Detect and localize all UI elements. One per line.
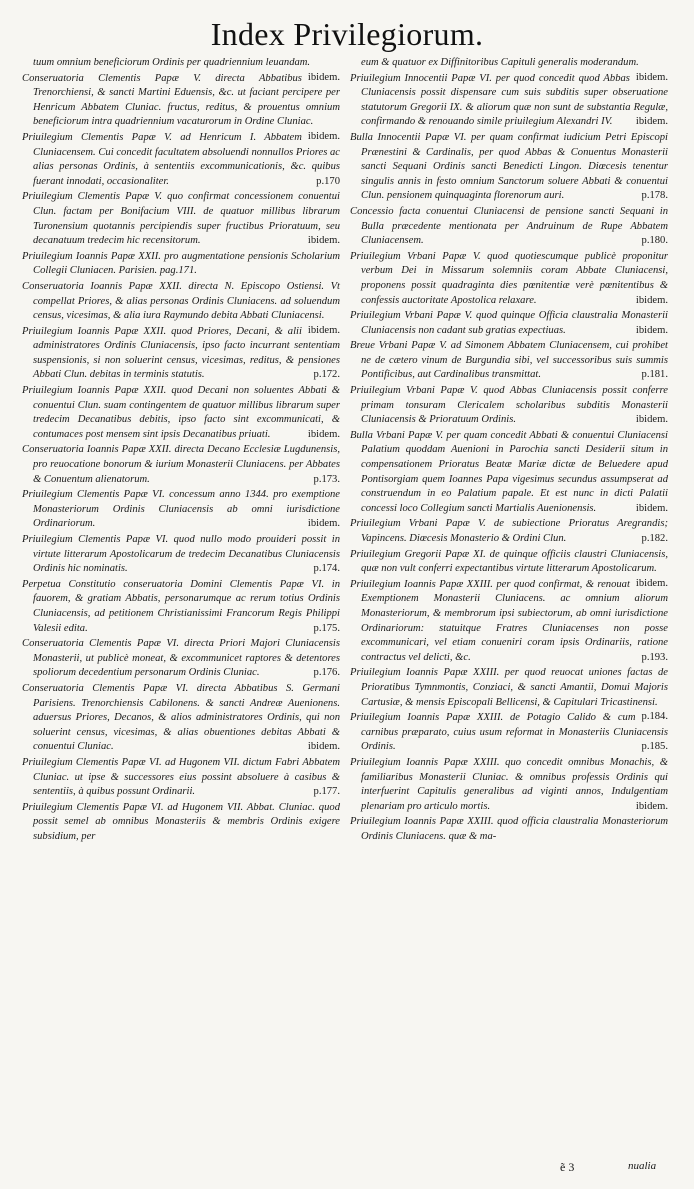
entry-text: Priuilegium Clementis Papæ VI. ad Hugonem VII. dictum Fabri Abbatem Cluniac. ut ipse & successores eius possint absoluere à casibus & sententiis, à quibus possunt Ordinarii. [22,756,340,798]
page-reference: p.176. [313,667,340,679]
page-reference: ibidem. [307,518,340,530]
entry-text: Priuilegium Ioannis Papæ XXII. quod Priores, Decani, & alii administratores Ordinis Cluniacensis, ipso facto incurrant sententiam suspensionis, si non soluerint census, vicesimas, reditus, & pensiones Abbati Clun. debitas in terminis statutis. [22,325,340,381]
index-entry [22,384,340,442]
page-reference: ibidem. [307,235,340,247]
page-reference: ibidem. [635,116,668,128]
page-reference: ibidem. [635,414,668,426]
signature-mark: ẽ 3 [560,1160,575,1174]
entry-text: Breue Vrbani Papæ V. ad Simonem Abbatem Cluniacensem, cui prohibet ne de cætero vinum de Burgundia sibi, vel successoribus suis summis Pontificibus, aut Cardinalibus transmittat. [350,340,668,381]
index-entry [22,756,340,800]
page-reference: ibidem. [307,741,340,753]
index-entry [350,309,668,338]
entry-text: Priuilegium Vrbani Papæ V. quod quotiescumque publicè proponitur verbum Dei in Missarum solemniis coram Abbate Cluniacensi, proponens possit quadraginta dies pœnitentiæ verè pœnitentibus & confessis auctoritate Apostolica relaxare. [350,250,668,306]
entry-text: Priuilegium Ioannis Papæ XXIII. de Potagio Calido & cum carnibus præparato, cuius usum reformat in Monasteriis Cluniacensis Ordinis. [350,712,668,753]
page-reference: ibidem. [635,502,668,514]
entry-text: tuum omnium beneficiorum Ordinis per quadriennium leuandam. [33,57,311,68]
entry-text: Priuilegium Innocentii Papæ VI. per quod concedit quod Abbas Cluniacensis possit dispensare cum suis subditis super obseruatione statutorum Gregorii IX. & aliorum quæ non sunt de substantia Regulæ, confirmando & renouando simile priuilegium Alexandri IV. [350,72,668,128]
index-entry [350,666,668,723]
entry-text: Priuilegium Clementis Papæ V. ad Henricum I. Abbatem Cluniacensem. Cui concedit facultatem absoluendi nonnullos Priores ac alias personas Ordinis, à sententiis excommunicationis, &c. quibus fuerant innodati, occasionaliter. [22,131,340,187]
entry-text: eum & quatuor ex Diffinitoribus Capituli generalis moderandum. [361,57,639,68]
index-entry [350,548,668,589]
entry-text: Conseruatoria Clementis Papæ V. directa Abbatibus Trenorchiensi, & sancti Martini Eduensis, &c. ut faciant percipere per Henricum Abbatem Cluniac. fructus, reditus, & prouentus omnium beneficiorum intra quadriennium vacaturorum in Ordine Cluniac. [22,72,340,128]
entry-text: Bulla Innocentii Papæ VI. per quam confirmat iudicium Petri Episcopi Prænestini & Cardinalis, per quod Abbas & Conuentus Monasterii sancti Sequani Ordinis sancti Benedicti Lingon. Diœcesis tenentur singulis annis in festo omnium Sanctorum soluere Abbati & conuentui Clun. pensionem quinquaginta florenorum auri. [350,131,668,202]
index-entry [350,339,668,383]
page-reference: p.174. [313,563,340,575]
index-entry [350,711,668,755]
index-entry [22,280,340,336]
entry-text: Priuilegium Ioannis Papæ XXIII. quo concedit omnibus Monachis, & familiaribus Monasterii Cluniac. & omnibus professis Ordinis qui interfuerint Capitulis generalibus ad viginti annos, Indulgentiam plenariam pro articulo mortis. [350,756,668,812]
page-reference: p.172. [313,369,340,381]
index-entry [350,72,668,130]
page-reference: p.180. [641,235,668,247]
entry-text: Conseruatoria Ioannis Papæ XXII. directa Decano Ecclesiæ Lugdunensis, pro reuocatione bonorum & iurium Monasterii Cluniacens. per Abbates & Conuentum alienatorum. [22,444,340,485]
page-reference: ibidem. [307,428,340,440]
page-reference: p.182. [641,533,668,544]
page-reference: ibidem. [635,294,668,306]
index-entry [22,56,340,83]
index-entry [22,190,340,248]
index-entry [22,801,340,845]
index-entry [350,56,668,83]
index-entry [350,578,668,666]
entry-text: Conseruatoria Ioannis Papæ XXII. directa N. Episcopo Ostiensi. Vt compellat Priores, & alias personas Ordinis Cluniacens. ad soluendum census, vicesimas, & alia iura Raymundo debita Abbati Cluniacensi. [22,280,340,322]
page-reference: ibidem. [307,130,340,142]
page-reference: p.185. [641,741,668,753]
entry-text: Priuilegium Vrbani Papæ V. quod quinque Officia claustralia Monasterii Cluniacensis non cadant sub gratias expectiuas. [350,310,668,336]
page-reference: p.193. [641,651,668,663]
page-reference: ibidem. [635,800,668,812]
index-entry [350,517,668,546]
page-reference: ibidem. [635,577,668,589]
entry-text: Priuilegium Ioannis Papæ XXIII. per quod confirmat, & renouat Exemptionem Monasterii Cluniacens. ac omnium aliorum Monasteriorum, & membrorum ipsi subiectorum, ab omni iurisdictione Ordinariorum: statuitque Fratres Cluniacenses non posse excommunicari, vel etiam conueniri coram ipsis Ordinariis, ratione contractus vel delicti, &c. [350,578,668,663]
entry-text: Conseruatoria Clementis Papæ VI. directa Abbatibus S. Germani Parisiens. Trenorchiensis Cabilonens. & sancti Andreæ Auenionens. aduersus Priores, Decanos, & alios administratores Ordinis, qui non soluerint census, vicesimas, & alias obuentiones debitas Abbati & conuentui Cluniac. [22,682,340,753]
page-reference: p.175. [313,622,340,634]
entry-text: Priuilegium Clementis Papæ VI. ad Hugonem VII. Abbat. Cluniac. quod possit semel ab omnibus Monasteriis & membris Ordinis exigere subsidium, per [22,801,340,842]
index-entry [22,578,340,636]
entry-text: Priuilegium Ioannis Papæ XXII. pro augmentatione pensionis Scholarium Collegii Cluniacen. Parisien. pag.171. [22,250,340,277]
page-reference: ibidem. [635,324,668,336]
index-entry [22,637,340,681]
index-entry [350,815,668,844]
entry-text: Priuilegium Clementis Papæ V. quo confirmat concessionem conuentui Clun. factam per Bonifacium VIII. de quatuor millibus librarum Turonensium quotannis percipiendis super fructibus Prioratuum, seu decanatuum tredecim hic recensitorum. [22,191,340,247]
entry-text: Conseruatoria Clementis Papæ VI. directa Priori Majori Cluniacensis Monasterii, ut publicè moneat, & excommunicet raptores & detentores spoliorum decedentium personarum Ordinis Cluniac. [22,638,340,679]
entry-text: Priuilegium Ioannis Papæ XXII. quod Decani non soluentes Abbati & conuentui Clun. suam contingentem de quatuor millibus librarum super tredecim Decanatibus debitis, ipso facto sint excommunicati, & contumaces post mensem sint ipsis Decanatibus priuati. [22,385,340,440]
index-entry [350,756,668,814]
index-entry [350,131,668,204]
entry-text: Priuilegium Vrbani Papæ V. de subiectione Prioratus Aregrandis; Vapincens. Diœcesis Monasterio & Ordini Clun. [350,518,668,544]
entry-text: Priuilegium Gregorii Papæ XI. de quinque officiis claustri Cluniacensis, quæ non vult conferri expectantibus virtute litterarum Apostolicarum. [350,548,668,575]
entry-text: Priuilegium Ioannis Papæ XXIII. quod officia claustralia Monasteriorum Ordinis Cluniacens. quæ & ma- [350,816,668,842]
index-entry [22,72,340,142]
index-entry [350,205,668,249]
page-reference: p.184. [641,711,668,723]
page-reference: ibidem. [307,71,340,83]
right-column [350,56,668,845]
page-reference: ibidem. [635,71,668,83]
entry-text: Concessio facta conuentui Cluniacensi de pensione sancti Sequani in Bulla præcedente mentionata per Andruinum de Rupe Abbatem Cluniacensem. [350,205,668,247]
page-reference: p.178. [641,190,668,202]
index-entry [22,443,340,487]
page-reference: p.170 [316,175,340,187]
catchword: nualia [628,1160,657,1172]
entry-text: Priuilegium Clementis Papæ VI. quod nullo modo prouideri possit in virtute litterarum Apostolicarum de tredecim Decanatibus Cluniacensis Ordinis hic nominatis. [22,534,340,575]
index-entry [350,429,668,517]
entry-text: Priuilegium Vrbani Papæ V. quod Abbas Cluniacensis possit conferre primam tonsuram Clericalem scholaribus subditis Monasterii Cluniacensis & Prioratuum Ordinis. [350,385,668,426]
entry-text: Perpetua Constitutio conseruatoria Domini Clementis Papæ VI. in fauorem, & gratiam Abbatis, personarumque ac rerum totius Ordinis Cluniacensis, ad petitionem Christianissimi Francorum Regis Philippi Valesii edita. [22,578,340,634]
index-entry [22,488,340,532]
index-entry [22,250,340,279]
page-title: Index Privilegiorum. [210,16,484,52]
entry-text: Priuilegium Ioannis Papæ XXIII. per quod reuocat uniones factas de Prioratibus Tymnmontis, Conziaci, & sancti Amantii, Domui Majoris Cartusiæ, & mensis Episcopali Bellicensi, & Capitulari Tricastinensi. [350,667,668,708]
page-reference: p.173. [313,473,340,485]
entry-text: Priuilegium Clementis Papæ VI. concessum anno 1344. pro exemptione Monasteriorum Ordinis Cluniacensis ab omni iurisdictione Ordinariorum. [22,489,340,530]
page-reference: p.177. [313,786,340,798]
index-entry [350,250,668,308]
index-entry [350,384,668,428]
page-reference: ibidem. [307,324,340,336]
entry-text: Bulla Vrbani Papæ V. per quam concedit Abbati & conuentui Cluniacensi Palatium quoddam Auenioni in Parochia sancti Desiderii situm in compensationem Prioratus Beatæ Mariæ dictæ de Beluedere apud Pontisorgiam quem Ioannes Papa vigesimus secundus assumpserat ad construendum in eo Palatium papale. Et est nunc in dicti Palatii concessi loco Collegium sancti Martialis Auenionensis. [350,429,668,514]
index-entry [22,131,340,189]
index-entry [22,533,340,577]
index-entry [22,325,340,383]
page-reference: p.181. [641,369,668,381]
left-column [22,56,340,845]
index-entry [22,682,340,755]
